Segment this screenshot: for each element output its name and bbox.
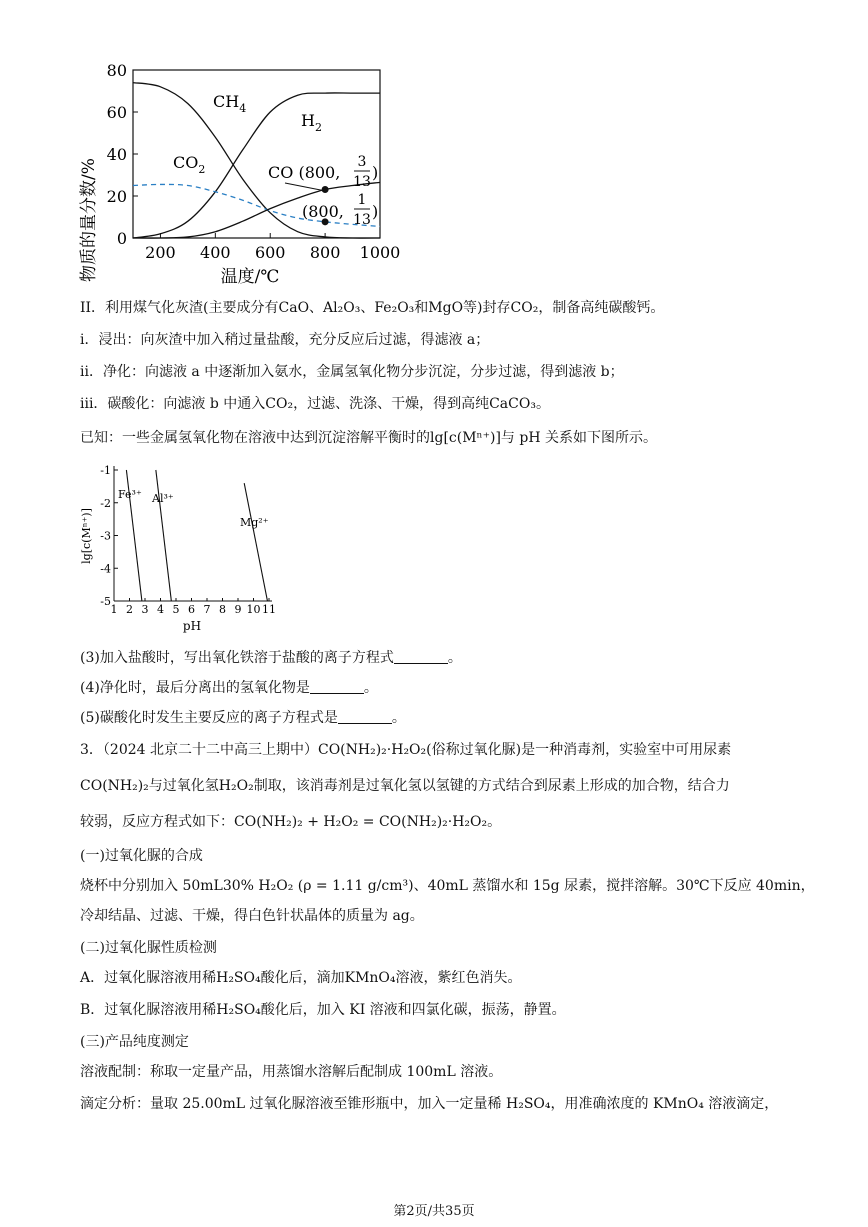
problem3-line1: 3．（2024 北京二十二中高三上期中）CO(NH₂)₂·H₂O₂(俗称过氧化脲)是一种消毒剂，实验室中可用尿素 [80, 742, 732, 758]
known-note: 已知：一些金属氢氧化物在溶液中达到沉淀溶解平衡时的lg[c(Mⁿ⁺)]与 pH 关系如下图所示。 [80, 430, 657, 446]
x-tick-label: 8 [219, 603, 226, 616]
section1-title: (一)过氧化脲的合成 [80, 848, 203, 864]
co2-point-label: (800, [302, 202, 344, 221]
hydroxide-precipitation-chart [72, 458, 292, 638]
fe-label: Fe³⁺ [118, 488, 142, 501]
chart2-xlabel: pH [182, 619, 202, 633]
x-tick-label: 6 [188, 603, 195, 616]
y-tick-label: 60 [106, 103, 127, 122]
question-3: (3)加入盐酸时，写出氧化铁溶于盐酸的离子方程式 。 [80, 650, 462, 666]
x-tick-label: 7 [203, 603, 211, 616]
x-tick-label: 600 [254, 243, 286, 262]
y-tick-label: -3 [100, 529, 111, 543]
x-tick-label: 9 [234, 603, 242, 616]
x-tick-label: 4 [157, 603, 164, 616]
co2-point-close: ) [372, 202, 379, 221]
x-tick-label: 800 [309, 243, 341, 262]
x-tick-label: 5 [172, 603, 180, 616]
data-point [322, 186, 329, 193]
step-i: i．浸出：向灰渣中加入稍过量盐酸，充分反应后过滤，得滤液 a； [80, 332, 490, 348]
co-point-label: CO (800, [268, 163, 341, 182]
co-callout-line [285, 183, 323, 190]
x-tick-label: 1000 [359, 243, 401, 262]
answer-blank [394, 649, 448, 664]
series-line-2 [244, 483, 267, 601]
answer-blank [338, 709, 392, 724]
x-tick-label: 3 [141, 603, 149, 616]
y-tick-label: -5 [100, 595, 111, 608]
y-tick-label: -1 [100, 464, 111, 477]
section2-a: A．过氧化脲溶液用稀H₂SO₄酸化后，滴加KMnO₄溶液，紫红色消失。 [80, 970, 522, 986]
co2-label: $CO_2$ [173, 153, 206, 176]
step-ii: ii．净化：向滤液 a 中逐渐加入氨水，金属氢氧化物分步沉淀，分步过滤，得到滤液 b； [80, 364, 624, 380]
section1-line2: 冷却结晶、过滤、干燥，得白色针状晶体的质量为 ag。 [80, 908, 424, 924]
part2-intro: II．利用煤气化灰渣(主要成分有CaO、Al₂O₃、Fe₂O₃和MgO等)封存CO₂，制备高纯碳酸钙。 [80, 300, 665, 316]
co2-frac-num: 1 [357, 192, 367, 208]
x-tick-label: 400 [200, 243, 231, 262]
question-5: (5)碳酸化时发生主要反应的离子方程式是 。 [80, 710, 406, 726]
step-iii: iii．碳酸化：向滤液 b 中通入CO₂，过滤、洗涤、干燥，得到高纯CaCO₃。 [80, 396, 550, 412]
page-footer: 第2页/共35页 [393, 1204, 475, 1219]
y-tick-label: 40 [106, 145, 127, 164]
x-tick-label: 2 [126, 603, 133, 616]
y-tick-label: 80 [106, 61, 127, 80]
section3-title: (三)产品纯度测定 [80, 1034, 189, 1050]
co-frac-den: 13 [353, 174, 371, 190]
series-line-1 [156, 470, 172, 601]
problem3-line2: CO(NH₂)₂与过氧化氢H₂O₂制取，该消毒剂是过氧化氢以氢键的方式结合到尿素上形成的加合物，结合力 [80, 778, 730, 794]
mg-label: Mg²⁺ [240, 516, 269, 529]
x-tick-label: 200 [145, 243, 176, 262]
y-tick-label: -4 [100, 562, 111, 576]
section3-titration: 滴定分析：量取 25.00mL 过氧化脲溶液至锥形瓶中，加入一定量稀 H₂SO₄，用准确浓度的 KMnO₄ 溶液滴定， [80, 1096, 779, 1112]
co2-frac-den: 13 [353, 212, 371, 228]
chart1-ylabel: 物质的量分数/% [79, 158, 99, 282]
problem3-line3: 较弱，反应方程式如下：CO(NH₂)₂ + H₂O₂ = CO(NH₂)₂·H₂O₂。 [80, 814, 502, 830]
section2-title: (二)过氧化脲性质检测 [80, 940, 217, 956]
section3-prep: 溶液配制：称取一定量产品，用蒸馏水溶解后配制成 100mL 溶液。 [80, 1064, 503, 1080]
h2-label: $H_2$ [301, 111, 322, 134]
ch4-label: $CH_4$ [213, 92, 247, 115]
x-tick-label: 10 [246, 603, 261, 616]
section1-line1: 烧杯中分别加入 50mL30% H₂O₂ (ρ = 1.11 g/cm³)、40mL 蒸馏水和 15g 尿素，搅拌溶解。30℃下反应 40min， [80, 878, 815, 894]
question-4: (4)净化时，最后分离出的氢氧化物是 。 [80, 680, 378, 696]
section2-b: B．过氧化脲溶液用稀H₂SO₄酸化后，加入 KI 溶液和四氯化碳，振荡，静置。 [80, 1002, 566, 1018]
y-tick-label: 20 [106, 187, 127, 206]
answer-blank [310, 679, 364, 694]
x-tick-label: 11 [262, 603, 276, 616]
co-frac-num: 3 [357, 154, 367, 170]
y-tick-label: -2 [100, 496, 111, 510]
x-tick-label: 1 [110, 603, 118, 616]
y-tick-label: 0 [116, 229, 127, 248]
al-label: Al³⁺ [152, 492, 174, 505]
co-point-close: ) [372, 163, 379, 182]
chart2-ylabel: lg[c(Mⁿ⁺)] [80, 508, 93, 564]
chart1-xlabel: 温度/℃ [220, 267, 280, 287]
